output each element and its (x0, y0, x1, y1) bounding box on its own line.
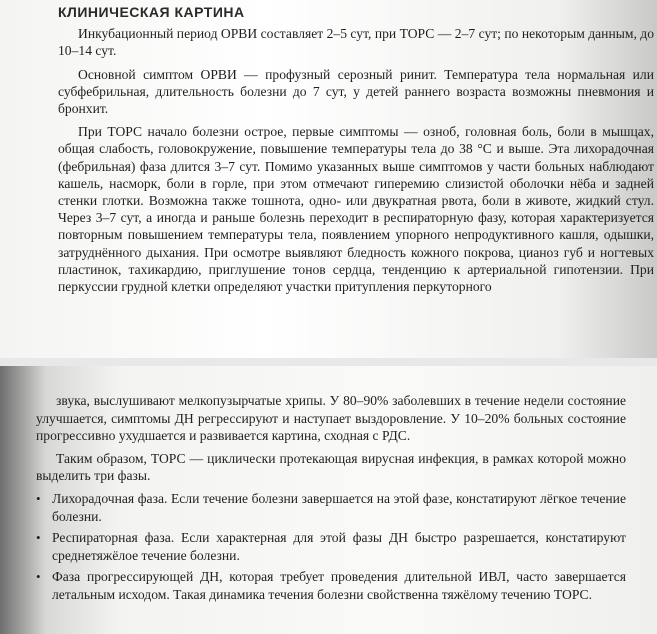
paragraph-incubation: Инкубационный период ОРВИ составляет 2–5 сут, при ТОРС — 2–7 сут; по некоторым данным, до 10–14 сут. (58, 26, 654, 59)
phase-list-item-respiratory (36, 529, 626, 564)
top-page-text (58, 4, 654, 301)
paragraph-main-symptom: Основной симптом ОРВИ — профузный серозный ринит. Температура тела нормальная или субфебрильная, длительность болезни до 7 сут, у детей раннего возраста возможны пневмония и бронхит. (58, 66, 654, 117)
bullet-marker: • (36, 569, 41, 585)
paragraph-tors-onset: При ТОРС начало болезни острое, первые симптомы — озноб, головная боль, боли в мышцах, общая слабость, головокружение, повышение температуры тела до 38 °С и выше. Эта лихорадочная (фебрильная) фаза длится 3–7 сут. Помимо указанных выше симптомов у части больных наблюдают кашель, насморк, боли в горле, при этом отмечают гиперемию слизистой оболочки нёба и задней стенки глотки. Возможна также тошнота, одно- или двукратная рвота, боли в животе, жидкий стул. Через 3–7 сут, а иногда и раньше болезнь переходит в респираторную фазу, которая характеризуется повторным повышением температуры тела, появлением упорного непродуктивного кашля, одышки, затруднённого дыхания. При осмотре выявляют бледность кожного покрова, цианоз губ и ногтевых пластинок, тахикардию, приглушение тонов сердца, тенденцию к артериальной гипотензии. При перкуссии грудной клетки определяют участки притупления перкуторного (58, 124, 654, 295)
bullet-marker: • (36, 530, 41, 546)
bottom-page-text (36, 392, 626, 608)
phase-list (36, 490, 626, 604)
bottom-page-scan (0, 366, 657, 634)
phase-list-item-text: Лихорадочная фаза. Если течение болезни завершается на этой фазе, констатируют лёгкое течение болезни. (52, 490, 626, 524)
phase-list-item-progressive (36, 568, 626, 603)
paragraph-outcome: звука, выслушивают мелкопузырчатые хрипы. У 80–90% заболевших в течение недели состояние улучшается, симптомы ДН регрессируют и наступает выздоровление. У 10–20% больных состояние прогрессивно ухудшается и развивается картина, сходная с РДС. (36, 393, 626, 444)
phase-list-item-febrile (36, 490, 626, 525)
paragraph-summary: Таким образом, ТОРС — циклически протекающая вирусная инфекция, в рамках которой можно выделить три фазы. (36, 450, 626, 484)
bullet-marker: • (36, 490, 41, 506)
section-heading: КЛИНИЧЕСКАЯ КАРТИНА (58, 4, 245, 20)
phase-list-item-text: Фаза прогрессирующей ДН, которая требует проведения длительной ИВЛ, часто завершается летальным исходом. Такая динамика течения болезни свойственна тяжёлому течению ТОРС. (52, 569, 626, 602)
phase-list-item-text: Респираторная фаза. Если характерная для этой фазы ДН быстро разрешается, констатируют среднетяжёлое течение болезни. (52, 530, 626, 563)
page-separator (0, 358, 657, 366)
